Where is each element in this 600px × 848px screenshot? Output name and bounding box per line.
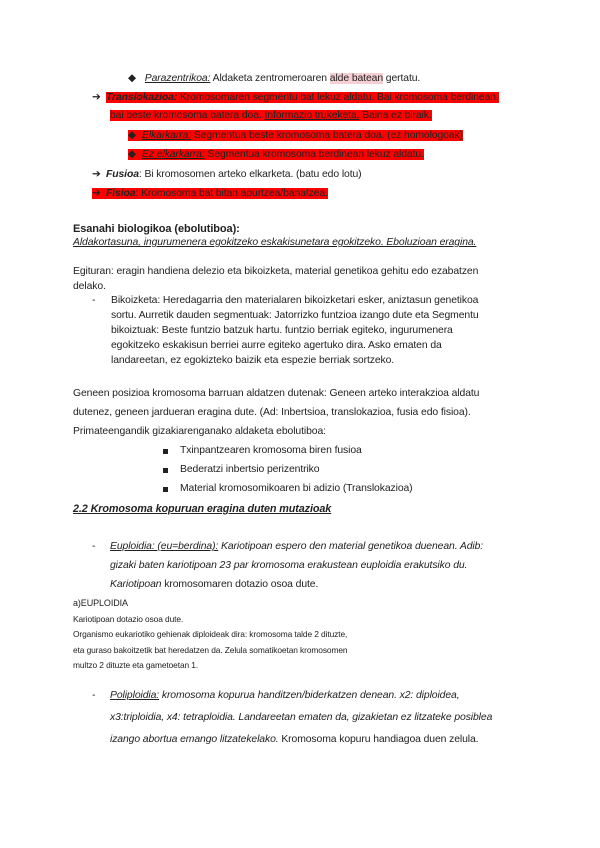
square-bullet-icon [163,449,168,454]
euploidia-line-3: Kariotipoan kromosomaren dotazio osoa dute. [110,579,319,590]
square-bullet-icon [163,487,168,492]
euploidia-line-2: gizaki baten kariotipoan 23 par kromosoma erakustean euploidia erakutsiko du. [110,560,468,571]
euploidia-line-1: Euploidia: (eu=berdina): Kariotipoan espero den material genetikoa duenean. Adib: [110,541,484,552]
inset-line-2: Organismo eukariotiko gehienak diploideak dira: kromosoma talde 2 dituzte, [73,629,348,639]
geneen-line-2: dutenez, geneen jardueran eragina dute. (Ad: Inbertsioa, translokazioa, fusia edo fisioa). [73,407,471,418]
esanahi-subtitle: Aldakortasuna, ingurumenera egokitzeko eskakisunetara egokitzeko. Eboluzioan eragina. [73,237,477,248]
inset-line-4: multzo 2 dituzte eta gametoetan 1. [73,660,199,670]
egituran-line-1: Egituran: eragin handiena delezio eta bikoizketa, material genetikoa gehitu edo ezabatzen [73,266,479,277]
inset-line-3: eta guraso bakoitzetik bat heredatzen da. Zelula somatikoetan kromosomen [73,645,348,655]
square-bullet-icon [163,468,168,473]
list-item: Bederatzi inbertsio perizentriko [180,464,320,475]
geneen-line-3: Primateengandik gizakiarenganako aldaketa ebolutiboa: [73,426,326,437]
fisioa-line: ➔ Fisioa: Kromosoma bat bitan apurtzea/banatzea. [92,188,328,199]
arrow-bullet-icon: ➔ [92,92,101,103]
list-item: Txinpantzearen kromosoma biren fusioa [180,445,362,456]
section-2-2-title: 2.2 Kromosoma kopuruan eragina duten mutazioak [73,503,332,515]
egituran-line-2: delako. [73,281,106,292]
parazentrikoa-term: Parazentrikoa: [144,73,211,84]
poliploidia-dash: - [92,690,96,701]
bikoizketa-line-4: egokitzeko eskakisun berriei aurre egiteko agertuko dira. Asko ematen da [111,340,442,351]
geneen-line-1: Geneen posizioa kromosoma barruan aldatzen dutenak: Geneen arteko interakzioa aldatu [73,388,480,399]
arrow-bullet-icon: ➔ [92,188,101,199]
list-item: Material kromosomikoaren bi adizio (Translokazioa) [180,483,413,494]
euploidia-term: Euploidia: (eu=berdina): [110,541,219,552]
poliploidia-term: Poliploidia: [110,690,160,701]
diamond-bullet-icon: ◆ [128,130,136,141]
esanahi-title: Esanahi biologikoa (ebolutiboa): [73,223,240,235]
inset-heading: a)EUPLOIDIA [73,598,128,608]
poliploidia-line-2: x3:triploidia, x4: tetraploidia. Landareetan ematen da, gizakietan ez litzateke posiblea [110,712,493,723]
ez-elkarkarra-line: ◆ Ez elkarkarra: Segmentua kromosoma berdinean lekuz aldatu. [128,149,424,160]
euploidia-dash: - [92,541,96,552]
bikoizketa-line-2: sortu. Aurretik dauden segmentuak: Jatorrizko funtzioa izango dute eta Segmentu [111,310,479,321]
parazentrikoa-line: ◆ Parazentrikoa: Aldaketa zentromeroaren alde batean gertatu. [128,73,421,84]
poliploidia-line-3: izango abortua emango litzatekelako. Kromosoma kopuru handiagoa duen zelula. [110,734,479,745]
diamond-bullet-icon: ◆ [128,149,136,160]
translokazioa-line-2: bai beste kromosoma batera doa. Informazio trukeketa. Baina ez biraik. [110,110,432,121]
elkarkarra-line: ◆ Elkarkarra: Segmentua beste kromosoma batera doa. (ez homologoak) [128,130,463,141]
bikoizketa-line-1: Bikoizketa: Heredagarria den materialaren bikoizketari esker, aniztasun genetikoa [111,295,479,306]
inset-line-1: Kariotipoan dotazio osoa dute. [73,614,184,624]
arrow-bullet-icon: ➔ [92,169,101,180]
translokazioa-term: Translokazioa: [106,92,178,103]
translokazioa-line-1: ➔ Translokazioa: Kromosomaren segmentu bat lekuz aldatu. Bai kromosoma berdinean, [92,92,499,103]
highlight-alde-batean: alde batean [329,73,383,84]
bikoizketa-dash: - [92,295,96,306]
fusioa-line: ➔ Fusioa: Bi kromosomen arteko elkarketa. (batu edo lotu) [92,169,362,180]
bikoizketa-line-3: bikoiztuak: Beste funtzio batzuk hartu. funtzio berriak egiteko, ingurumenera [111,325,453,336]
bikoizketa-line-5: landareetan, ez egokizteko baizik eta espezie berriak sortzeko. [111,355,395,366]
diamond-bullet-icon: ◆ [128,73,136,84]
poliploidia-line-1: Poliploidia: kromosoma kopurua handitzen/biderkatzen denean. x2: diploidea, [110,690,460,701]
